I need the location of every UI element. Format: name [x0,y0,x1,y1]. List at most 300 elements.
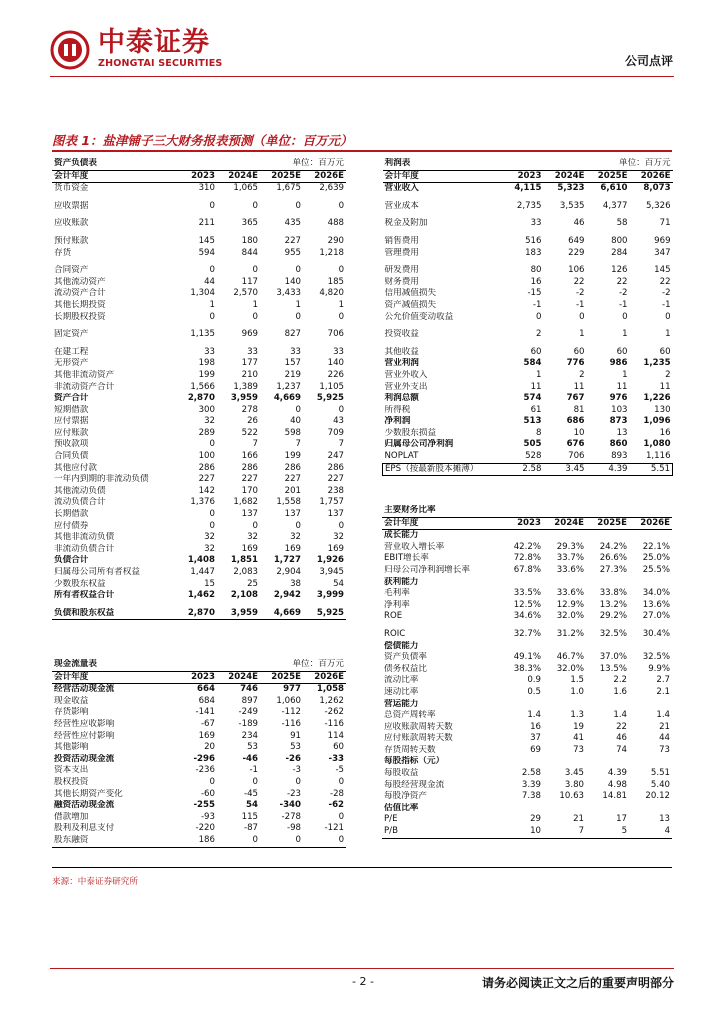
row-label: 存货 [54,247,72,258]
table-header-row [382,517,672,530]
row-label: 应付债券 [54,520,89,531]
row-label: 成长能力 [384,530,419,541]
cell-value: 247 [327,451,345,462]
table-header-row [383,170,673,183]
row-label: 税金及附加 [384,218,428,229]
cell-value: 145 [654,265,671,276]
table-row [383,201,673,213]
cell-value: 767 [566,393,585,404]
cell-value: 186 [174,835,217,847]
column-header: 2024E [217,671,260,684]
row-label: 资产减值损失 [384,299,437,310]
cell-value: 800 [611,235,628,246]
row-label: 其他长期资产变化 [54,788,123,799]
cell-value: 4.39 [587,463,630,476]
cell-value: 130 [654,404,671,415]
cell-value: -249 [238,707,259,718]
cell-value: -67 [200,718,215,729]
cell-value: 2 [579,369,585,380]
table-row [382,577,672,589]
row-label: 资本支出 [54,765,89,776]
table-row [52,439,346,451]
cell-value: -255 [193,800,215,811]
row-label: 投资收益 [384,329,419,340]
row-label: 无形资产 [54,358,89,369]
cell-value: 1,389 [233,381,259,392]
cell-value: 3,959 [217,608,260,620]
cell-value: -296 [193,753,215,764]
cell-value: 1 [338,299,345,310]
cell-value [543,530,586,542]
cell-value: -340 [279,800,302,811]
cell-value: 42.2% [513,541,541,552]
cell-value: 8 [536,427,542,438]
cell-value: 4,820 [319,288,345,299]
table-title: 资产负债表 [54,158,97,168]
table-row [382,600,672,612]
row-label: 经营活动现金流 [54,684,115,695]
table-row [52,486,346,498]
table-row [382,530,672,542]
cell-value: 199 [284,451,302,462]
cell-value: 3,945 [319,567,345,577]
row-label: 获利能力 [384,576,419,587]
cell-value: 827 [284,329,302,340]
cell-value: 32 [204,416,215,427]
row-label: 销售费用 [384,235,419,246]
row-label: 货币资金 [54,183,89,194]
cell-value: 649 [568,235,585,246]
cell-value: 1,065 [233,183,259,194]
cash-flow-table [52,659,346,848]
cell-value: 0 [579,311,585,322]
cell-value: 4.98 [607,779,628,790]
row-label: NOPLAT [384,451,419,462]
table-row [382,664,672,676]
cell-value: 0 [338,311,345,322]
cell-value [543,699,586,711]
cell-value: 2,870 [174,608,217,620]
figure-source: 来源：中泰证券研究所 [52,877,138,887]
table-row [52,370,346,382]
cell-value: 676 [566,439,585,450]
table-unit: 单位：百万元 [292,659,345,669]
cell-value: 43 [333,416,345,427]
cell-value: 32.0% [556,663,585,674]
cell-value: 1,235 [643,358,671,369]
cell-value: 2.2 [613,675,628,686]
cell-value: 776 [566,358,585,369]
row-label: 归属母公司净利润 [384,439,454,450]
row-label: 少数股东损益 [384,427,437,438]
row-label: 流动比率 [384,675,419,686]
table-row [383,236,673,248]
cell-value: 3.45 [544,463,587,476]
table-row [52,812,346,824]
cell-value: 60 [659,346,671,357]
row-label: 固定资产 [54,329,89,340]
table-row [382,756,672,768]
table-row [52,183,346,195]
income-statement-table [382,158,673,476]
cell-value: 664 [197,684,215,695]
cell-value: 709 [327,427,345,438]
cell-value: 1,105 [319,381,345,392]
table-row [52,347,346,359]
cell-value: 21 [659,721,671,732]
cell-value: 31.2% [556,628,585,639]
cell-value [586,756,629,768]
cell-value: -116 [324,718,345,729]
cell-value [500,641,543,653]
cell-value: 7 [295,439,302,450]
row-label: 现金收益 [54,695,89,706]
cell-value: 300 [198,404,215,415]
row-label: 负债和股东权益 [52,608,174,620]
cell-value: 54 [246,800,259,811]
cell-value: 25 [247,578,259,589]
cell-value [586,699,629,711]
cell-value: 49.1% [513,652,541,663]
cell-value: 1,462 [187,590,215,601]
cell-value: 0 [295,265,302,276]
cell-value: 1,237 [276,381,302,392]
cell-value: 2 [536,329,542,340]
table-row [382,588,672,600]
cell-value [500,530,543,542]
table-row [52,201,346,213]
cell-value: -3 [292,765,302,776]
cell-value: 32 [204,543,215,554]
cell-value: 71 [659,218,671,229]
cell-value: 72.8% [513,553,541,564]
cell-value: 103 [611,404,628,415]
cell-value [586,803,629,815]
table-row [383,416,673,428]
cell-value: 516 [525,235,542,246]
row-label: 合同负债 [54,451,89,462]
cell-value: 5,925 [303,608,346,620]
cell-value: 488 [327,218,345,229]
cell-value: 4,377 [602,200,628,211]
column-header: 2025E [586,517,629,530]
cell-value: 169 [327,543,345,554]
table-row [52,329,346,341]
cell-value: 7 [252,439,259,450]
table-row [382,780,672,792]
column-header: 2023 [500,517,543,530]
column-header: 会计年度 [52,671,174,684]
cell-value: 26.6% [599,553,628,564]
table-row [382,814,672,826]
cell-value: -121 [324,823,345,834]
cell-value: -23 [286,788,302,799]
row-label: 非流动负债合计 [54,543,115,554]
cell-value: 210 [241,369,259,380]
column-header: 会计年度 [382,517,500,530]
table-row [382,542,672,554]
cell-value: 137 [241,509,259,520]
cell-value: 74 [616,744,628,755]
cell-value: 1,408 [187,555,215,566]
table-row [382,675,672,687]
row-label: ROIC [384,628,406,639]
table-row [383,439,673,451]
cell-value: 9.9% [648,663,671,674]
row-label: 经营性应收影响 [54,718,115,729]
cell-value: -45 [243,788,259,799]
column-header: 2023 [501,170,544,183]
cell-value: 137 [284,509,302,520]
cell-value: -1 [661,299,671,310]
cell-value: 513 [523,416,542,427]
cell-value: 227 [284,474,302,485]
cell-value: 4,669 [260,608,303,620]
cell-value: 278 [241,404,259,415]
cell-value: 1,116 [645,451,671,462]
cell-value: 1 [622,369,628,380]
cell-value: 91 [290,730,302,741]
table-row [52,277,346,289]
cell-value: 33 [333,346,345,357]
cell-value: 706 [568,451,585,462]
cell-value: 1,058 [316,684,345,695]
row-label: 营业成本 [384,200,419,211]
cell-value: 977 [283,684,302,695]
cell-value: 1,080 [643,439,671,450]
column-header: 2025E [260,170,303,183]
cell-value: 199 [198,369,215,380]
cell-value: 7.38 [521,791,541,802]
table-title-row [383,158,673,170]
cell-value: 0 [295,776,302,787]
cell-value: 169 [198,730,215,741]
cell-value: 33.5% [513,588,541,599]
table-row [383,312,673,324]
column-header: 会计年度 [52,170,174,183]
row-label: P/B [382,826,500,838]
cell-value: 1,218 [319,247,345,258]
cell-value: 0 [338,200,345,211]
cell-value: 32.5% [599,628,628,639]
row-label: 总资产周转率 [384,710,436,721]
cell-value: 15 [204,578,215,589]
cell-value: 37.0% [599,652,628,663]
cell-value: 16 [530,276,542,287]
row-label: 毛利率 [384,588,410,599]
cell-value: 0 [252,311,259,322]
table-row [382,826,672,838]
cell-value: 13.6% [642,599,671,610]
row-label: 其他收益 [384,346,419,357]
cell-value: -1 [249,765,259,776]
row-label: 应付账款 [54,427,89,438]
cell-value: 38.3% [513,663,541,674]
cell-value: -1 [618,299,628,310]
row-label: 流动资产合计 [54,288,106,299]
cell-value: 16 [530,721,541,732]
cell-value: -1 [532,299,542,310]
row-label: 融资活动现金流 [54,800,115,811]
table-row [52,684,346,696]
row-label: 所得税 [384,404,411,415]
table-row [52,823,346,835]
cell-value: 0 [209,520,215,531]
cell-value: 185 [327,276,345,287]
cell-value: 170 [241,485,259,496]
cell-value: 286 [284,462,302,473]
cell-value: 5 [586,826,629,838]
cell-value: 177 [241,358,259,369]
table-title: 现金流量表 [54,659,97,669]
row-label: 信用减值损失 [384,288,437,299]
cell-value: 7 [338,439,345,450]
row-label: 净利润 [384,416,411,427]
cell-value: 3.45 [564,768,585,779]
cell-value: 12.5% [513,599,541,610]
table-title-row [52,659,346,671]
cell-value [629,577,672,589]
cell-value: 2,735 [516,200,542,211]
row-label: 合同资产 [54,265,89,276]
cell-value: 4 [629,826,672,838]
cell-value: 2,570 [233,288,259,299]
row-label: 在建工程 [54,346,89,357]
row-label: 长期借款 [54,509,89,520]
table-row [382,733,672,745]
brand-name-cn: 中泰证券 [98,27,210,58]
row-label: 存货影响 [54,707,89,718]
table-row [52,765,346,777]
cell-value: 46 [616,733,628,744]
cell-value: 61 [530,404,542,415]
row-label: 资产负债率 [384,652,427,663]
cell-value: 1,135 [190,329,215,340]
cell-value: 1 [579,329,585,340]
table-row [383,218,673,230]
table-row [52,428,346,440]
table-row [383,393,673,405]
cell-value: 27.0% [642,611,671,622]
cell-value: 11 [616,381,628,392]
table-row [52,800,346,812]
cell-value: 0 [338,776,345,787]
table-row [52,707,346,719]
cell-value: 746 [240,684,259,695]
table-row [382,652,672,664]
cell-value: 13 [659,814,671,825]
table-row [52,742,346,754]
page-header [0,0,724,80]
cell-value: 11 [530,381,542,392]
cell-value: 1,757 [319,497,345,508]
table-row [52,358,346,370]
cell-value [500,699,543,711]
table-row [52,288,346,300]
column-header: 2025E [260,671,303,684]
column-header: 2023 [174,170,217,183]
cell-value: 897 [241,695,259,706]
table-row [382,722,672,734]
cell-value: 0 [622,311,628,322]
table-row [382,803,672,815]
cell-value: 29 [530,814,541,825]
cell-value: 114 [327,730,345,741]
cell-value: 6,610 [600,183,628,194]
cell-value [629,803,672,815]
cell-value: 10 [500,826,543,838]
row-label: 股权投资 [54,776,89,787]
cell-value: 1.3 [570,710,585,721]
cell-value: 584 [523,358,542,369]
row-label: 营业外收入 [384,369,428,380]
row-label: 营业外支出 [384,381,428,392]
cell-value [629,756,672,768]
cell-value: -46 [242,753,259,764]
column-header: 2026E [303,671,346,684]
table-row [52,236,346,248]
cell-value: 347 [654,247,671,258]
table-row [383,288,673,300]
cell-value: 7 [543,826,586,838]
cell-value: 30.4% [642,628,671,639]
row-label: 存货周转天数 [384,744,436,755]
cell-value: 166 [241,451,259,462]
row-label: 估值比率 [384,802,419,813]
table-row [52,567,346,579]
cell-value: 19 [573,721,585,732]
cell-value [500,577,543,589]
cell-value: 183 [525,247,542,258]
cell-value: 60 [530,346,542,357]
cell-value: 40 [290,416,302,427]
cell-value: 0 [338,404,345,415]
cell-value: 893 [611,451,628,462]
cell-value: 2,108 [230,590,259,601]
cell-value: 29.2% [599,611,628,622]
cell-value: 1,262 [319,695,345,706]
table-row [382,768,672,780]
cell-value: 686 [566,416,585,427]
cell-value: 5.51 [630,463,673,476]
cell-value: 289 [198,427,215,438]
cell-value [586,530,629,542]
cell-value: 227 [284,235,302,246]
cell-value: 0 [260,835,303,847]
cell-value: 2.58 [501,463,544,476]
row-label: 其他流动负债 [54,485,106,496]
row-label: 营业收入增长率 [384,541,445,552]
table-row [382,629,672,641]
cell-value: 32.0% [556,611,585,622]
cell-value: 25.0% [642,553,671,564]
cell-value: -87 [243,823,259,834]
row-label: 借款增加 [54,811,89,822]
cell-value: 145 [198,235,215,246]
cell-value: 598 [284,427,302,438]
table-row [383,358,673,370]
table-row [52,731,346,743]
row-label: 股东融资 [52,835,174,847]
cell-value: 33 [530,218,542,229]
cell-value: 0 [209,509,215,520]
cell-value: 0.5 [527,686,541,697]
cell-value: 522 [241,427,259,438]
cell-value: 33.7% [556,553,585,564]
cell-value: 969 [654,235,671,246]
table-row [52,382,346,394]
table-row [52,218,346,230]
